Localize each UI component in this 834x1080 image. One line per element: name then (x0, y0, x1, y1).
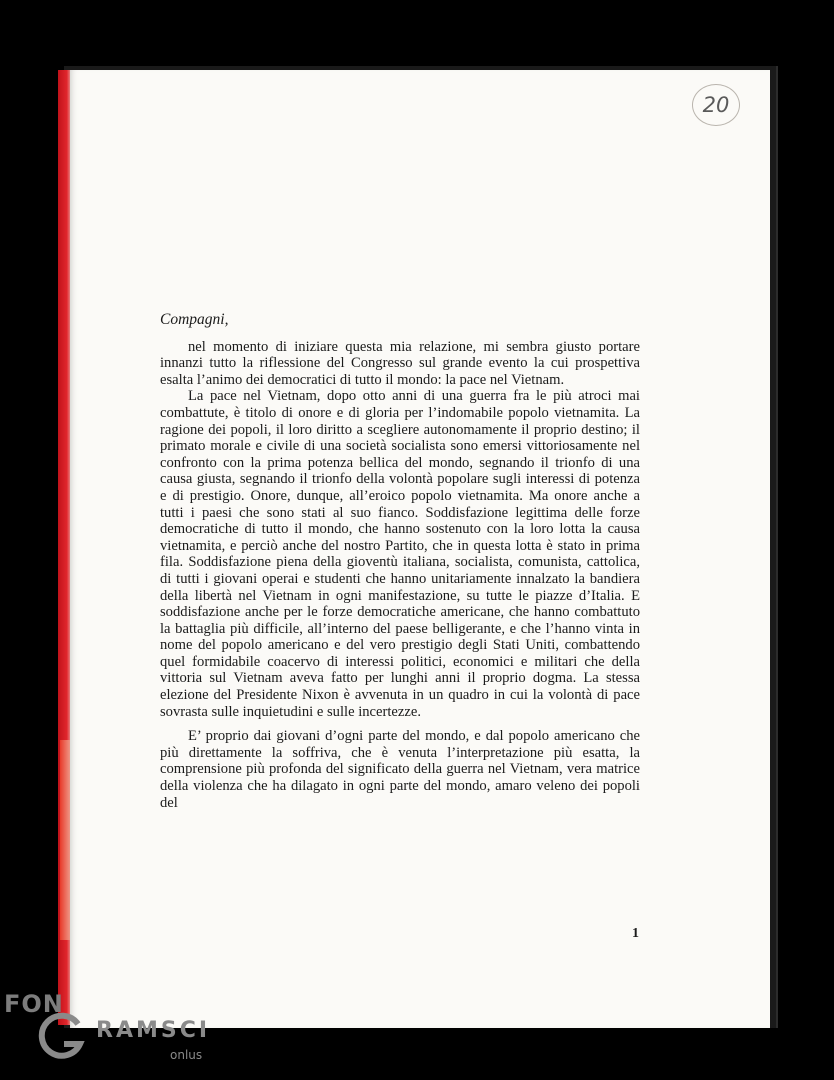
document-text (160, 312, 640, 811)
watermark-text-fon: FON (4, 990, 64, 1018)
gramsci-g-logo-icon (34, 1012, 88, 1062)
fondazione-gramsci-watermark (4, 990, 224, 1070)
watermark-text-onlus: onlus (170, 1048, 203, 1062)
paragraph-1: nel momento di iniziare questa mia relazione, mi sembra giusto portare innanzi tutto la riflessione del Congresso sul grande evento la cui prospettiva esalta l’animo dei democratici di tutto il mondo: la pace nel Vietnam. (160, 338, 640, 388)
watermark-text-ramsci: RAMSCI (96, 1018, 211, 1043)
paragraph-2: La pace nel Vietnam, dopo otto anni di una guerra fra le più atroci mai combattute, è titolo di onore e di gloria per l’indomabile popolo vietnamita. La ragione dei popoli, il loro diritto a scegliere autonomamente il proprio destino; il primato morale e civile di una società socialista sono emersi vittoriosamente nel confronto con la prima potenza bellica del mondo, segnando il trionfo di una causa giusta, segnando il trionfo della volontà popolare sugli interessi di potenza e di prestigio. Onore, dunque, all’eroico popolo vietnamita. Ma onore anche a tutti i paesi che sono stati al suo fianco. Soddisfazione legittima delle forze democratiche di tutto il mondo, che hanno sostenuto con la loro lotta la causa vietnamita, e perciò anche del nostro Partito, che in questa lotta è stato in prima fila. Soddisfazione piena della gioventù italiana, socialista, comunista, cattolica, di tutti i giovani operai e studenti che hanno unitariamente innalzato la bandiera della libertà nel Vietnam in ogni manifestazione, su tutte le piazze d’Italia. E soddisfazione anche per le forze democratiche americane, che hanno combattuto la battaglia più difficile, all’interno del paese belligerante, e che l’hanno vinta in nome del popolo americano e del vero prestigio degli Stati Uniti, combattendo quel formidabile coacervo di interessi politici, economici e militari che della vittoria sul Vietnam aveva fatto per lunghi anni il proprio dogma. La stessa elezione del Presidente Nixon è avvenuta in un quadro in cui la volontà di pace sovrasta sulle inquietudini e sulle incertezze. (160, 388, 640, 720)
paragraph-3: E’ proprio dai giovani d’ogni parte del mondo, e dal popolo americano che più direttamente la soffriva, che è venuta l’interpretazione più esatta, la comprensione più profonda del significato della guerra nel Vietnam, vera matrice della violenza che ha dilagato in ogni parte del mondo, amaro veleno dei popoli del (160, 728, 640, 811)
salutation: Compagni, (160, 311, 229, 328)
page-number: 1 (632, 926, 639, 941)
handwritten-page-number: 20 (692, 84, 740, 126)
